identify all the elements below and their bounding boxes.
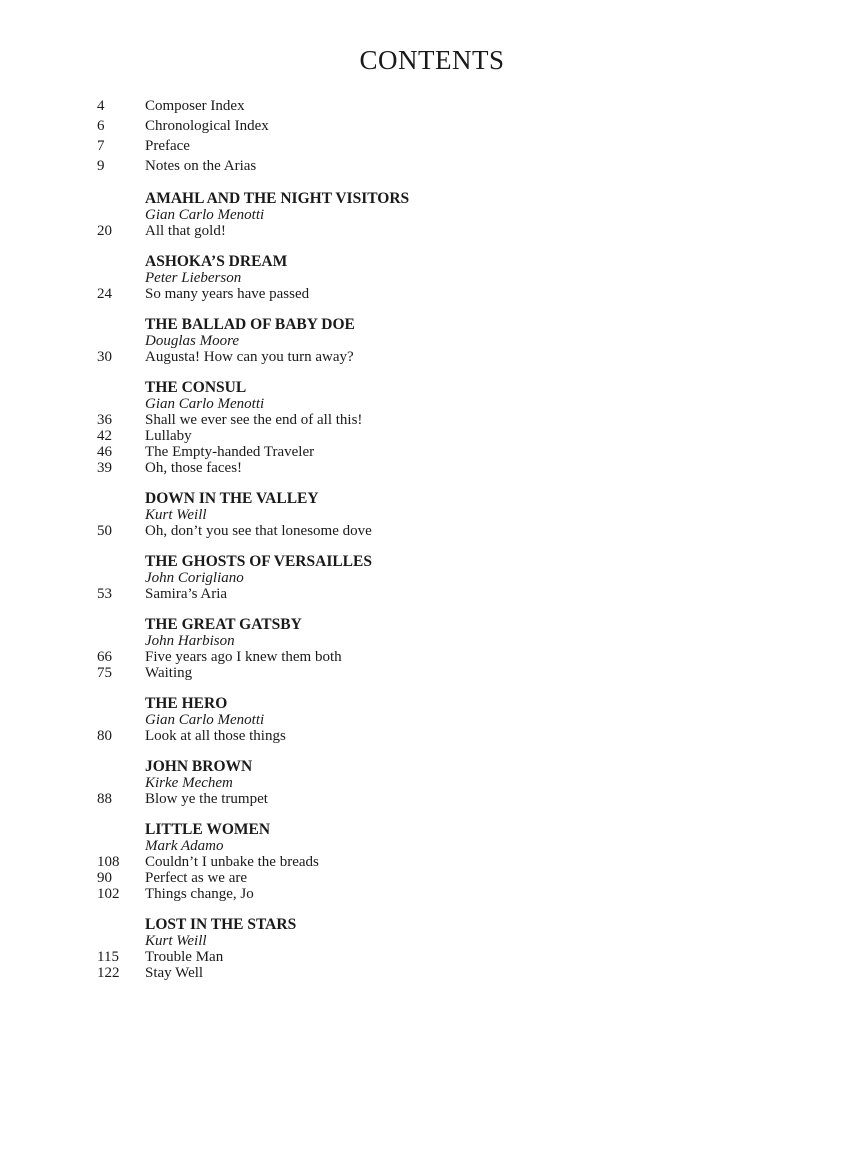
aria-entry — [97, 728, 797, 744]
aria-entry-text: Look at all those things — [145, 728, 286, 744]
opera-section — [97, 191, 797, 239]
aria-entry — [97, 223, 797, 239]
toc-entry-text: Composer Index — [145, 98, 245, 114]
page-number: 36 — [97, 412, 112, 428]
page-number — [97, 570, 145, 586]
aria-entry — [97, 412, 797, 428]
aria-entry — [97, 523, 797, 539]
opera-title — [97, 491, 797, 507]
opera-section — [97, 254, 797, 302]
page-number — [97, 838, 145, 854]
opera-section — [97, 380, 797, 476]
aria-entry-text: Augusta! How can you turn away? — [145, 349, 354, 365]
opera-title — [97, 317, 797, 333]
page-number: 122 — [97, 965, 120, 981]
opera-title-text: THE CONSUL — [145, 379, 247, 396]
page-number — [97, 633, 145, 649]
opera-title-text: LITTLE WOMEN — [145, 821, 271, 838]
composer-name-text: Kurt Weill — [145, 507, 207, 523]
page-number: 4 — [97, 98, 105, 114]
page-number — [97, 191, 145, 207]
aria-entry — [97, 460, 797, 476]
composer-name-text: Peter Lieberson — [145, 270, 242, 286]
aria-entry-text: Couldn’t I unbake the breads — [145, 854, 319, 870]
page-number — [97, 759, 145, 775]
opera-sections — [97, 191, 797, 981]
aria-entry — [97, 649, 797, 665]
opera-title — [97, 254, 797, 270]
opera-title — [97, 554, 797, 570]
opera-title — [97, 822, 797, 838]
page-number: 88 — [97, 791, 112, 807]
aria-entry — [97, 870, 797, 886]
opera-title-text: THE HERO — [145, 695, 228, 712]
composer-name-text: Kurt Weill — [145, 933, 207, 949]
opera-title — [97, 759, 797, 775]
page-number: 115 — [97, 949, 119, 965]
page-number: 42 — [97, 428, 112, 444]
page-number — [97, 917, 145, 933]
opera-title — [97, 696, 797, 712]
aria-entry-text: The Empty-handed Traveler — [145, 444, 315, 460]
opera-section — [97, 554, 797, 602]
page-number: 20 — [97, 223, 112, 239]
composer-name-text: John Corigliano — [145, 570, 244, 586]
composer-name-text: Kirke Mechem — [145, 775, 233, 791]
aria-entry-text: Samira’s Aria — [145, 586, 228, 602]
opera-title — [97, 617, 797, 633]
page-number: 24 — [97, 286, 112, 302]
aria-entry — [97, 949, 797, 965]
aria-entry-text: Oh, don’t you see that lonesome dove — [145, 523, 372, 539]
aria-entry-text: Blow ye the trumpet — [145, 791, 268, 807]
opera-title-text: JOHN BROWN — [145, 758, 253, 775]
composer-name-text: Gian Carlo Menotti — [145, 712, 265, 728]
aria-entry-text: All that gold! — [145, 223, 226, 239]
page-number — [97, 254, 145, 270]
page-number: 6 — [97, 118, 105, 134]
aria-entry-text: Perfect as we are — [145, 870, 248, 886]
page-number — [97, 317, 145, 333]
composer-name — [97, 570, 797, 586]
aria-entry — [97, 886, 797, 902]
opera-section — [97, 917, 797, 981]
table-of-contents — [97, 96, 797, 981]
opera-section — [97, 696, 797, 744]
aria-entry-text: Lullaby — [145, 428, 192, 444]
toc-entry — [97, 156, 797, 176]
page-number — [97, 554, 145, 570]
page-number — [97, 207, 145, 223]
page-number — [97, 491, 145, 507]
page-number — [97, 712, 145, 728]
page-number — [97, 933, 145, 949]
composer-name — [97, 712, 797, 728]
opera-title-text: THE GREAT GATSBY — [145, 616, 302, 633]
aria-entry — [97, 665, 797, 681]
composer-name-text: Douglas Moore — [145, 333, 240, 349]
aria-entry-text: Shall we ever see the end of all this! — [145, 412, 363, 428]
opera-section — [97, 759, 797, 807]
page-number: 53 — [97, 586, 112, 602]
page-number: 102 — [97, 886, 120, 902]
page-number: 39 — [97, 460, 112, 476]
opera-title-text: DOWN IN THE VALLEY — [145, 490, 319, 507]
opera-title — [97, 917, 797, 933]
page-number — [97, 822, 145, 838]
aria-entry-text: Things change, Jo — [145, 886, 254, 902]
aria-entry — [97, 854, 797, 870]
opera-title-text: LOST IN THE STARS — [145, 916, 297, 933]
page-number — [97, 617, 145, 633]
composer-name — [97, 838, 797, 854]
page-number — [97, 696, 145, 712]
toc-entry — [97, 136, 797, 156]
opera-title-text: THE BALLAD OF BABY DOE — [145, 316, 355, 333]
composer-name-text: Gian Carlo Menotti — [145, 207, 265, 223]
composer-name-text: John Harbison — [145, 633, 235, 649]
page-number: 90 — [97, 870, 112, 886]
page-number — [97, 775, 145, 791]
aria-entry — [97, 791, 797, 807]
composer-name — [97, 333, 797, 349]
page-number: 50 — [97, 523, 112, 539]
composer-name — [97, 775, 797, 791]
aria-entry-text: Oh, those faces! — [145, 460, 243, 476]
page-number — [97, 270, 145, 286]
aria-entry — [97, 586, 797, 602]
aria-entry — [97, 286, 797, 302]
composer-name — [97, 507, 797, 523]
opera-title-text: ASHOKA’S DREAM — [145, 253, 288, 270]
opera-section — [97, 617, 797, 681]
opera-title-text: THE GHOSTS OF VERSAILLES — [145, 553, 372, 570]
opera-section — [97, 491, 797, 539]
page-title: CONTENTS — [359, 45, 505, 75]
page-number — [97, 380, 145, 396]
composer-name — [97, 270, 797, 286]
composer-name — [97, 933, 797, 949]
page-number: 46 — [97, 444, 112, 460]
page-number: 7 — [97, 138, 105, 154]
toc-entry-text: Notes on the Arias — [145, 158, 257, 174]
aria-entry — [97, 428, 797, 444]
page-number — [97, 333, 145, 349]
opera-title — [97, 191, 797, 207]
opera-section — [97, 317, 797, 365]
intro-entries — [97, 96, 797, 176]
page-number: 66 — [97, 649, 112, 665]
toc-entry — [97, 96, 797, 116]
page-number: 75 — [97, 665, 112, 681]
toc-entry — [97, 116, 797, 136]
toc-entry-text: Preface — [145, 138, 190, 154]
page-number: 9 — [97, 158, 105, 174]
page-number — [97, 507, 145, 523]
aria-entry — [97, 965, 797, 981]
opera-section — [97, 822, 797, 902]
opera-title — [97, 380, 797, 396]
aria-entry-text: Five years ago I knew them both — [145, 649, 342, 665]
aria-entry — [97, 444, 797, 460]
page-number: 108 — [97, 854, 120, 870]
composer-name — [97, 207, 797, 223]
composer-name-text: Mark Adamo — [145, 838, 224, 854]
page-number: 80 — [97, 728, 112, 744]
page-number: 30 — [97, 349, 112, 365]
composer-name — [97, 633, 797, 649]
aria-entry-text: Stay Well — [145, 965, 204, 981]
toc-entry-text: Chronological Index — [145, 118, 269, 134]
composer-name-text: Gian Carlo Menotti — [145, 396, 265, 412]
aria-entry-text: Waiting — [145, 665, 193, 681]
aria-entry-text: Trouble Man — [145, 949, 224, 965]
opera-title-text: AMAHL AND THE NIGHT VISITORS — [145, 190, 410, 207]
aria-entry — [97, 349, 797, 365]
page-number — [97, 396, 145, 412]
composer-name — [97, 396, 797, 412]
aria-entry-text: So many years have passed — [145, 286, 310, 302]
